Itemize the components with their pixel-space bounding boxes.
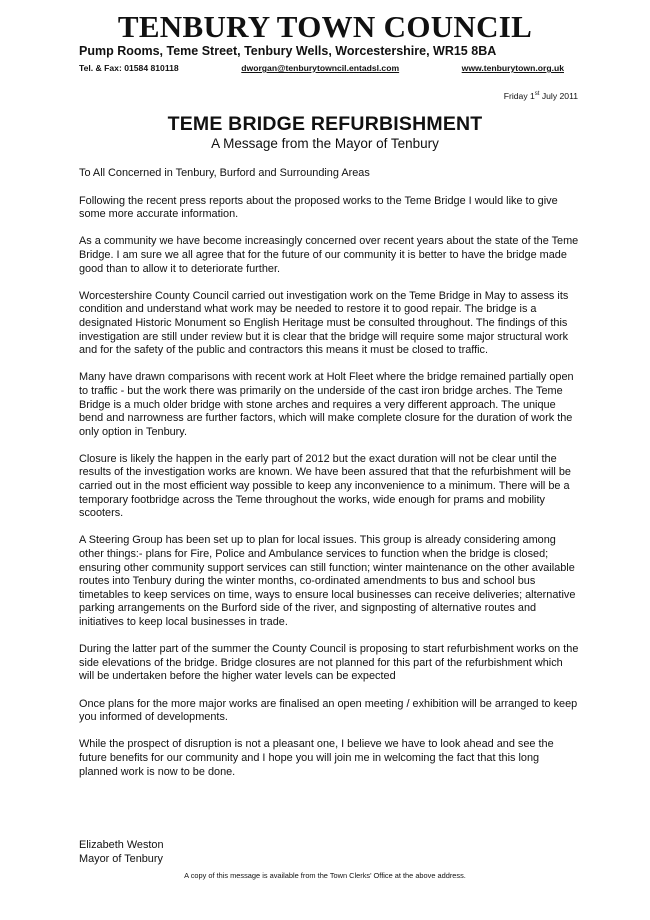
signature-block <box>79 838 164 866</box>
paragraph-5: Closure is likely the happen in the early part of 2012 but the exact duration will not be clear until the results of the investigation works are known. We have been assured that that the refurbishment will be carried out in the most efficient way possible to keep any inconvenience to a minimum. There will be a temporary footbridge across the Teme throughout the works, wide enough for prams and mobility scooters. <box>79 452 571 520</box>
paragraph-9: While the prospect of disruption is not a pleasant one, I believe we have to look ahead and see the future benefits for our community and I hope you will join me in welcoming the fact that this long planned work is now to be done. <box>79 738 554 778</box>
paragraph-2: As a community we have become increasingly concerned over recent years about the state of the Teme Bridge. I am sure we all agree that for the future of our community it is better to have the bridge made good than to allow it to deteriorate further. <box>79 235 579 275</box>
council-title: TENBURY TOWN COUNCIL <box>117 9 533 44</box>
footer-note: A copy of this message is available from the Town Clerks' Office at the above address. <box>184 871 466 880</box>
contact-line <box>79 62 564 74</box>
website-link[interactable]: www.tenburytown.org.uk <box>461 63 564 73</box>
signature-role: Mayor of Tenbury <box>79 853 163 865</box>
paragraph-7: During the latter part of the summer the County Council is proposing to start refurbishment works on the side elevations of the bridge. Bridge closures are not planned for this part of the refurbishment which will be undertaken before the higher water levels can be expected <box>79 643 579 683</box>
phone-fax: Tel. & Fax: 01584 810118 <box>79 63 179 73</box>
document-subheading: A Message from the Mayor of Tenbury <box>211 136 439 151</box>
paragraph-4: Many have drawn comparisons with recent work at Holt Fleet where the bridge remained partially open to traffic - but the work there was primarily on the underside of the cast iron bridge arches. The Teme Bridge is a much older bridge with stone arches and requires a very different approach. The unique bend and narrowness are further factors, which will make complete closure for the duration of work the only option in Tenbury. <box>79 371 574 438</box>
salutation: To All Concerned in Tenbury, Burford and Surrounding Areas <box>79 167 370 179</box>
date-prefix: Friday 1 <box>503 90 535 101</box>
paragraph-1: Following the recent press reports about the proposed works to the Teme Bridge I would like to give some more accurate information. <box>79 194 558 221</box>
letter-date <box>504 88 578 102</box>
signature-name: Elizabeth Weston <box>79 839 164 851</box>
document-heading: TEME BRIDGE REFURBISHMENT <box>167 113 483 135</box>
email-link[interactable]: dworgan@tenburytowncil.entadsl.com <box>241 63 400 73</box>
date-rest: July 2011 <box>539 90 578 101</box>
paragraph-8: Once plans for the more major works are finalised an open meeting / exhibition will be arranged to keep you informed of developments. <box>79 697 578 724</box>
letter-body <box>79 167 579 793</box>
paragraph-6: A Steering Group has been set up to plan for local issues. This group is already considering among other things:- plans for Fire, Police and Ambulance services to function when the bridge is closed; ensuring other community support services can still function; winter maintenance on the other available routes into Tenbury during the winter months, co-ordinated amendments to bus and school bus timetables to keep services on time, ways to ensure local businesses can receive deliveries; alternative parking arrangements on the Burford side of the river, and signposting of alternative routes and initiatives to keep local businesses in trade. <box>79 534 576 628</box>
paragraph-3: Worcestershire County Council carried out investigation work on the Teme Bridge in May to assess its condition and understand what work may be needed to restore it to good repair. The bridge is a designated Historic Monument so English Heritage must be consulted throughout. The findings of this investigation are still under review but it is clear that the bridge will require some major structural work and for the safety of the public and contractors this means it must be closed to traffic. <box>79 289 569 357</box>
date-suffix: st <box>534 91 540 97</box>
council-address: Pump Rooms, Teme Street, Tenbury Wells, Worcestershire, WR15 8BA <box>79 44 497 58</box>
